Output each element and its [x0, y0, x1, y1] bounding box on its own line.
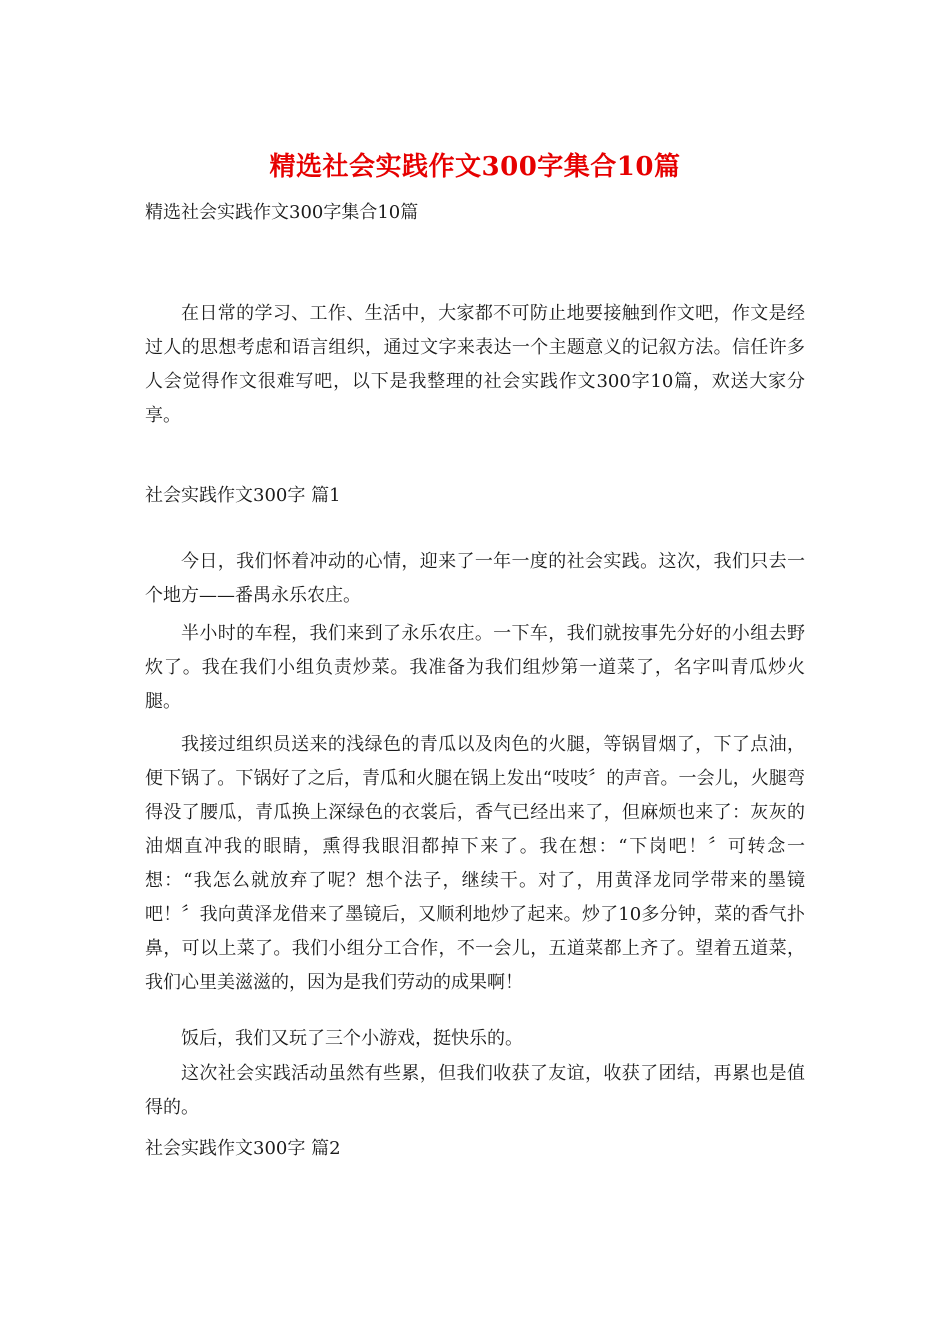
section-heading-2: 社会实践作文300字 篇2: [145, 1138, 341, 1159]
document-title: 精选社会实践作文300字集合10篇: [269, 152, 681, 182]
section1-paragraph-2: 半小时的车程，我们来到了永乐农庄。一下车，我们就按事先分好的小组去野炊了。我在我们小组负责炒菜。我准备为我们组炒第一道菜了，名字叫青瓜炒火腿。: [145, 623, 805, 712]
intro-paragraph: 在日常的学习、工作、生活中，大家都不可防止地要接触到作文吧，作文是经过人的思想考虑和语言组织，通过文字来表达一个主题意义的记叙方法。信任许多人会觉得作文很难写吧，以下是我整理的社会实践作文300字10篇，欢送大家分享。: [145, 303, 805, 426]
document-subtitle: 精选社会实践作文300字集合10篇: [145, 202, 419, 223]
section1-paragraph-4: 饭后，我们又玩了三个小游戏，挺快乐的。: [181, 1028, 523, 1049]
section-heading-1: 社会实践作文300字 篇1: [145, 485, 341, 506]
section1-paragraph-1: 今日，我们怀着冲动的心情，迎来了一年一度的社会实践。这次，我们只去一个地方——番禺永乐农庄。: [145, 551, 805, 606]
section1-paragraph-3: 我接过组织员送来的浅绿色的青瓜以及肉色的火腿，等锅冒烟了，下了点油，便下锅了。下锅好了之后，青瓜和火腿在锅上发出“吱吱〞的声音。一会儿，火腿弯得没了腰瓜，青瓜换上深绿色的衣裳后，香气已经出来了，但麻烦也来了：灰灰的油烟直冲我的眼睛，熏得我眼泪都掉下来了。我在想：“下岗吧！〞可转念一想：“我怎么就放弃了呢？想个法子，继续干。对了，用黄泽龙同学带来的墨镜吧！〞我向黄泽龙借来了墨镜后，又顺利地炒了起来。炒了10多分钟，菜的香气扑鼻，可以上菜了。我们小组分工合作，不一会儿，五道菜都上齐了。望着五道菜，我们心里美滋滋的，因为是我们劳动的成果啊！: [145, 734, 805, 993]
section1-paragraph-5: 这次社会实践活动虽然有些累，但我们收获了友谊，收获了团结，再累也是值得的。: [145, 1063, 805, 1118]
